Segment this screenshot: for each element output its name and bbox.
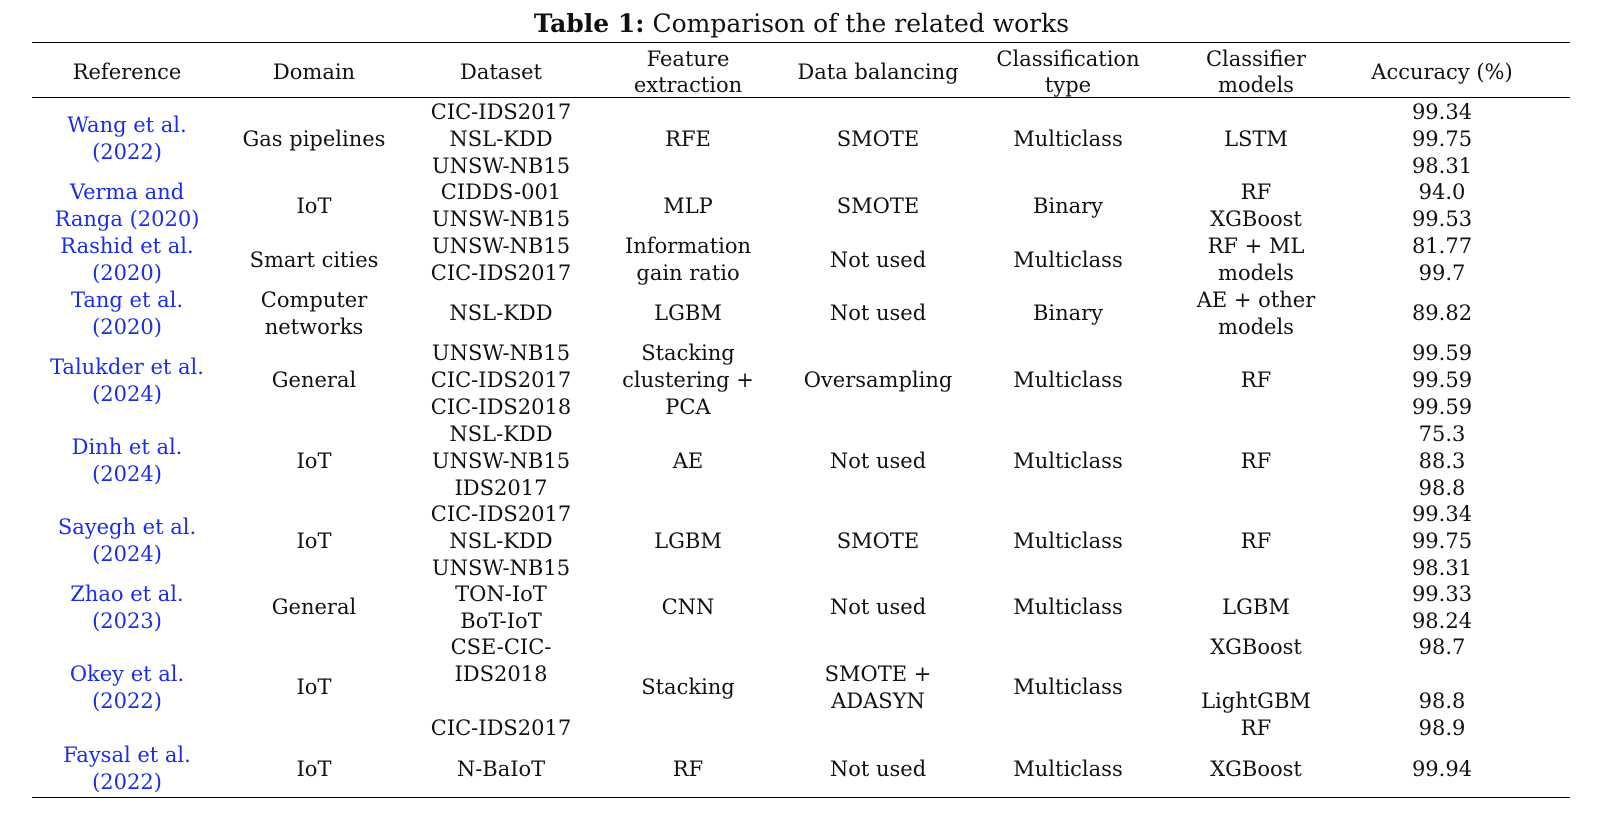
cell-text: IoT bbox=[296, 448, 332, 473]
reference-link-text[interactable]: Wang et al. bbox=[67, 113, 187, 137]
cell-domain bbox=[224, 287, 404, 340]
top-rule bbox=[32, 42, 1570, 43]
cell-dataset bbox=[411, 233, 591, 287]
cell-text: IoT bbox=[296, 193, 332, 218]
cell-text: RF bbox=[1240, 448, 1272, 473]
cell-text: UNSW-NB15 bbox=[431, 154, 571, 178]
cell-text: 99.53 bbox=[1411, 207, 1473, 231]
cell-text: RF bbox=[1240, 528, 1272, 553]
column-header-reference bbox=[32, 45, 222, 99]
cell-feature-extraction bbox=[598, 340, 778, 421]
cell-text: IDS2018 bbox=[454, 662, 548, 686]
cell-reference[interactable] bbox=[32, 233, 222, 287]
reference-link-text[interactable]: Tang et al. bbox=[71, 287, 183, 312]
column-header-domain bbox=[224, 45, 404, 99]
cell-feature-extraction bbox=[598, 233, 778, 287]
cell-classification-type bbox=[978, 741, 1158, 797]
cell-accuracy bbox=[1352, 340, 1532, 421]
reference-link-text[interactable]: Talukder et al. bbox=[50, 354, 204, 379]
cell-text: PCA bbox=[665, 395, 711, 419]
cell-text: UNSW-NB15 bbox=[431, 207, 571, 231]
cell-text: LGBM bbox=[654, 301, 722, 325]
reference-link-text[interactable]: (2022) bbox=[92, 140, 162, 164]
cell-text: 98.7 bbox=[1418, 635, 1466, 659]
cell-text: Multiclass bbox=[1013, 756, 1123, 781]
table-row bbox=[32, 233, 1570, 287]
cell-feature-extraction bbox=[598, 99, 778, 179]
column-header-line: type bbox=[1044, 73, 1092, 97]
reference-link-text[interactable]: Okey et al. bbox=[69, 661, 185, 686]
column-header-line: Data balancing bbox=[797, 60, 959, 84]
cell-text: 99.94 bbox=[1411, 756, 1473, 781]
cell-text: Multiclass bbox=[1013, 368, 1123, 392]
reference-link-text[interactable]: Zhao et al. bbox=[70, 581, 184, 606]
column-header-classification-type bbox=[978, 45, 1158, 99]
cell-text: ADASYN bbox=[831, 688, 925, 713]
cell-domain bbox=[224, 340, 404, 421]
cell-text: 99.59 bbox=[1411, 368, 1473, 392]
cell-text: Computer bbox=[260, 287, 368, 312]
cell-data-balancing bbox=[783, 179, 973, 233]
cell-text: Not used bbox=[829, 448, 927, 473]
cell-feature-extraction bbox=[598, 501, 778, 581]
cell-reference[interactable] bbox=[32, 741, 222, 797]
cell-text: CIC-IDS2017 bbox=[430, 261, 572, 285]
cell-domain bbox=[224, 741, 404, 797]
cell-text: 94.0 bbox=[1418, 180, 1466, 204]
cell-text: CIDDS-001 bbox=[440, 180, 562, 204]
cell-dataset bbox=[411, 634, 591, 741]
column-header-data-balancing bbox=[783, 45, 973, 99]
cell-data-balancing bbox=[783, 340, 973, 421]
cell-domain bbox=[224, 421, 404, 501]
cell-text: IDS2017 bbox=[454, 476, 548, 500]
cell-text: RF bbox=[672, 756, 704, 781]
cell-feature-extraction bbox=[598, 179, 778, 233]
table-row bbox=[32, 179, 1570, 233]
cell-text: IoT bbox=[296, 675, 332, 699]
cell-text: 99.34 bbox=[1411, 502, 1473, 526]
reference-link-text[interactable]: Ranga (2020) bbox=[54, 207, 200, 231]
cell-text: SMOTE bbox=[836, 193, 920, 218]
cell-text: LGBM bbox=[1222, 595, 1290, 619]
cell-text: NSL-KDD bbox=[449, 127, 553, 151]
cell-data-balancing bbox=[783, 581, 973, 634]
cell-text: CSE-CIC- bbox=[450, 635, 552, 659]
cell-classifier-models bbox=[1166, 421, 1346, 501]
column-header-line: models bbox=[1218, 73, 1294, 97]
cell-dataset bbox=[411, 501, 591, 581]
table-row bbox=[32, 99, 1570, 179]
cell-classifier-models bbox=[1166, 634, 1346, 741]
cell-text: UNSW-NB15 bbox=[431, 449, 571, 473]
table-caption bbox=[0, 8, 1603, 40]
column-header-dataset bbox=[411, 45, 591, 99]
column-header-line: Classification bbox=[996, 47, 1140, 71]
cell-text: SMOTE + bbox=[824, 661, 932, 686]
cell-reference[interactable] bbox=[32, 99, 222, 179]
cell-classifier-models bbox=[1166, 99, 1346, 179]
cell-text: MLP bbox=[663, 193, 713, 218]
cell-domain bbox=[224, 99, 404, 179]
cell-data-balancing bbox=[783, 501, 973, 581]
cell-text: Multiclass bbox=[1013, 448, 1123, 473]
cell-reference[interactable] bbox=[32, 340, 222, 421]
table-row bbox=[32, 634, 1570, 741]
cell-classification-type bbox=[978, 233, 1158, 287]
cell-text: Not used bbox=[829, 247, 927, 272]
cell-reference[interactable] bbox=[32, 179, 222, 233]
cell-text: RFE bbox=[665, 126, 711, 151]
cell-text: models bbox=[1218, 261, 1294, 285]
cell-accuracy bbox=[1352, 581, 1532, 634]
cell-text: LGBM bbox=[654, 528, 722, 553]
reference-link-text[interactable]: Faysal et al. bbox=[63, 743, 191, 767]
cell-text: Binary bbox=[1032, 301, 1104, 325]
cell-classification-type bbox=[978, 501, 1158, 581]
table-row bbox=[32, 340, 1570, 421]
cell-text: Stacking bbox=[641, 341, 735, 365]
cell-text: 98.8 bbox=[1418, 689, 1466, 713]
table-row bbox=[32, 287, 1570, 340]
cell-text: Smart cities bbox=[249, 247, 379, 272]
cell-classification-type bbox=[978, 179, 1158, 233]
cell-text: CIC-IDS2017 bbox=[430, 716, 572, 740]
cell-text: CIC-IDS2017 bbox=[430, 368, 572, 392]
cell-text: RF + ML bbox=[1207, 234, 1305, 258]
cell-text: 88.3 bbox=[1418, 449, 1466, 473]
cell-text: 98.31 bbox=[1411, 556, 1473, 580]
cell-reference[interactable] bbox=[32, 581, 222, 634]
cell-text bbox=[1201, 661, 1311, 688]
column-header-line: Reference bbox=[72, 60, 182, 84]
column-header-line: Accuracy (%) bbox=[1371, 60, 1513, 84]
table-row bbox=[32, 501, 1570, 581]
cell-classification-type bbox=[978, 99, 1158, 179]
column-header-line: Domain bbox=[272, 60, 356, 84]
cell-text: BoT-IoT bbox=[460, 608, 542, 633]
cell-dataset bbox=[411, 287, 591, 340]
cell-feature-extraction bbox=[598, 581, 778, 634]
cell-feature-extraction bbox=[598, 421, 778, 501]
cell-text: XGBoost bbox=[1210, 634, 1302, 659]
cell-data-balancing bbox=[783, 634, 973, 741]
reference-link-text[interactable]: Dinh et al. bbox=[71, 435, 183, 459]
cell-text: AE + other bbox=[1196, 287, 1316, 312]
cell-text: LightGBM bbox=[1201, 688, 1311, 713]
cell-text: CIC-IDS2017 bbox=[430, 502, 572, 526]
cell-text: Multiclass bbox=[1013, 595, 1123, 619]
cell-text: Multiclass bbox=[1013, 675, 1123, 699]
column-header-accuracy bbox=[1352, 45, 1532, 99]
reference-link-text[interactable]: Sayegh et al. bbox=[57, 515, 197, 539]
cell-text: networks bbox=[264, 314, 364, 339]
cell-reference[interactable] bbox=[32, 634, 222, 741]
cell-dataset bbox=[411, 179, 591, 233]
cell-reference[interactable] bbox=[32, 287, 222, 340]
cell-text: 81.77 bbox=[1411, 234, 1473, 258]
cell-text: Binary bbox=[1032, 193, 1104, 218]
cell-domain bbox=[224, 634, 404, 741]
cell-text: N-BaIoT bbox=[456, 756, 546, 781]
cell-domain bbox=[224, 581, 404, 634]
cell-text: Multiclass bbox=[1013, 247, 1123, 272]
cell-accuracy bbox=[1352, 634, 1532, 741]
cell-data-balancing bbox=[783, 287, 973, 340]
cell-classification-type bbox=[978, 421, 1158, 501]
cell-classifier-models bbox=[1166, 179, 1346, 233]
cell-text: 98.31 bbox=[1411, 154, 1473, 178]
cell-text: UNSW-NB15 bbox=[431, 234, 571, 258]
cell-domain bbox=[224, 233, 404, 287]
cell-reference[interactable] bbox=[32, 501, 222, 581]
cell-accuracy bbox=[1352, 421, 1532, 501]
cell-feature-extraction bbox=[598, 634, 778, 741]
cell-text: 89.82 bbox=[1411, 301, 1473, 325]
cell-dataset bbox=[411, 581, 591, 634]
cell-text: 75.3 bbox=[1418, 422, 1466, 446]
cell-accuracy bbox=[1352, 233, 1532, 287]
cell-classification-type bbox=[978, 287, 1158, 340]
reference-link-text[interactable]: (2020) bbox=[92, 261, 162, 285]
cell-text: Multiclass bbox=[1013, 126, 1123, 151]
cell-text: LSTM bbox=[1224, 126, 1288, 151]
cell-dataset bbox=[411, 421, 591, 501]
cell-text: 98.9 bbox=[1418, 716, 1466, 740]
cell-feature-extraction bbox=[598, 287, 778, 340]
cell-text: RF bbox=[1240, 715, 1272, 740]
reference-link-text[interactable]: (2024) bbox=[92, 462, 162, 486]
bottom-rule bbox=[32, 797, 1570, 798]
cell-classifier-models bbox=[1166, 340, 1346, 421]
cell-domain bbox=[224, 501, 404, 581]
table-row bbox=[32, 741, 1570, 797]
cell-dataset bbox=[411, 99, 591, 179]
cell-text: SMOTE bbox=[836, 528, 920, 553]
cell-text: clustering + bbox=[622, 368, 754, 392]
cell-classification-type bbox=[978, 581, 1158, 634]
cell-classification-type bbox=[978, 340, 1158, 421]
cell-feature-extraction bbox=[598, 741, 778, 797]
cell-text: XGBoost bbox=[1210, 207, 1302, 231]
reference-link-text[interactable]: (2020) bbox=[92, 314, 162, 339]
cell-accuracy bbox=[1352, 741, 1532, 797]
cell-text: 99.7 bbox=[1418, 261, 1466, 285]
cell-data-balancing bbox=[783, 741, 973, 797]
cell-text: Not used bbox=[829, 301, 927, 325]
cell-text: IoT bbox=[296, 756, 332, 781]
cell-classifier-models bbox=[1166, 233, 1346, 287]
cell-classification-type bbox=[978, 634, 1158, 741]
cell-text: NSL-KDD bbox=[449, 529, 553, 553]
cell-text: NSL-KDD bbox=[449, 301, 553, 325]
cell-text: Multiclass bbox=[1013, 528, 1123, 553]
cell-accuracy bbox=[1352, 99, 1532, 179]
cell-text: 99.59 bbox=[1411, 395, 1473, 419]
column-header-line: extraction bbox=[633, 73, 743, 97]
table-row bbox=[32, 421, 1570, 501]
cell-text: RF bbox=[1240, 368, 1272, 392]
cell-text: Not used bbox=[829, 756, 927, 781]
caption-label: Table 1: bbox=[533, 9, 645, 38]
reference-link-text[interactable]: Rashid et al. bbox=[60, 234, 194, 258]
cell-text: CNN bbox=[661, 595, 715, 619]
cell-classifier-models bbox=[1166, 501, 1346, 581]
cell-classifier-models bbox=[1166, 581, 1346, 634]
cell-text: 99.75 bbox=[1411, 127, 1473, 151]
cell-classifier-models bbox=[1166, 741, 1346, 797]
cell-data-balancing bbox=[783, 99, 973, 179]
reference-link-text[interactable]: (2022) bbox=[92, 688, 162, 713]
reference-link-text[interactable]: (2022) bbox=[92, 770, 162, 794]
cell-text: Gas pipelines bbox=[242, 126, 386, 151]
cell-text: RF bbox=[1240, 180, 1272, 204]
column-header-line: Dataset bbox=[460, 60, 542, 84]
reference-link-text[interactable]: (2023) bbox=[92, 608, 162, 633]
column-header-classifier-models bbox=[1166, 45, 1346, 99]
table-row bbox=[32, 581, 1570, 634]
cell-text: Stacking bbox=[641, 675, 735, 699]
column-header-line: Feature bbox=[646, 47, 730, 71]
cell-text: gain ratio bbox=[636, 261, 740, 285]
cell-accuracy bbox=[1352, 179, 1532, 233]
reference-link-text[interactable]: Verma and bbox=[69, 180, 185, 204]
cell-text: 99.34 bbox=[1411, 100, 1473, 124]
cell-text: 99.59 bbox=[1411, 341, 1473, 365]
cell-text: NSL-KDD bbox=[449, 422, 553, 446]
cell-text: 98.8 bbox=[1418, 476, 1466, 500]
cell-accuracy bbox=[1352, 287, 1532, 340]
cell-text: Oversampling bbox=[803, 368, 953, 392]
cell-data-balancing bbox=[783, 421, 973, 501]
cell-text: SMOTE bbox=[836, 126, 920, 151]
column-header-line: Classifier bbox=[1205, 47, 1307, 71]
cell-text: 99.33 bbox=[1411, 581, 1473, 606]
cell-text: XGBoost bbox=[1210, 756, 1302, 781]
cell-text: General bbox=[271, 595, 357, 619]
cell-text: AE bbox=[672, 448, 704, 473]
cell-text: Information bbox=[624, 234, 752, 258]
column-header-feature-extraction bbox=[598, 45, 778, 99]
cell-dataset bbox=[411, 741, 591, 797]
cell-text: TON-IoT bbox=[455, 581, 547, 606]
cell-reference[interactable] bbox=[32, 421, 222, 501]
cell-data-balancing bbox=[783, 233, 973, 287]
cell-text: Not used bbox=[829, 595, 927, 619]
cell-text: General bbox=[271, 368, 357, 392]
reference-link-text[interactable]: (2024) bbox=[92, 381, 162, 406]
cell-text: IoT bbox=[296, 528, 332, 553]
cell-classifier-models bbox=[1166, 287, 1346, 340]
cell-text: models bbox=[1218, 314, 1294, 339]
cell-text: UNSW-NB15 bbox=[431, 556, 571, 580]
reference-link-text[interactable]: (2024) bbox=[92, 542, 162, 566]
caption-text: Comparison of the related works bbox=[652, 9, 1070, 38]
cell-domain bbox=[224, 179, 404, 233]
cell-text: CIC-IDS2017 bbox=[430, 100, 572, 124]
cell-dataset bbox=[411, 340, 591, 421]
cell-text: CIC-IDS2018 bbox=[430, 395, 572, 419]
cell-text: 99.75 bbox=[1411, 529, 1473, 553]
cell-accuracy bbox=[1352, 501, 1532, 581]
cell-text: 98.24 bbox=[1411, 608, 1473, 633]
cell-text: UNSW-NB15 bbox=[431, 341, 571, 365]
